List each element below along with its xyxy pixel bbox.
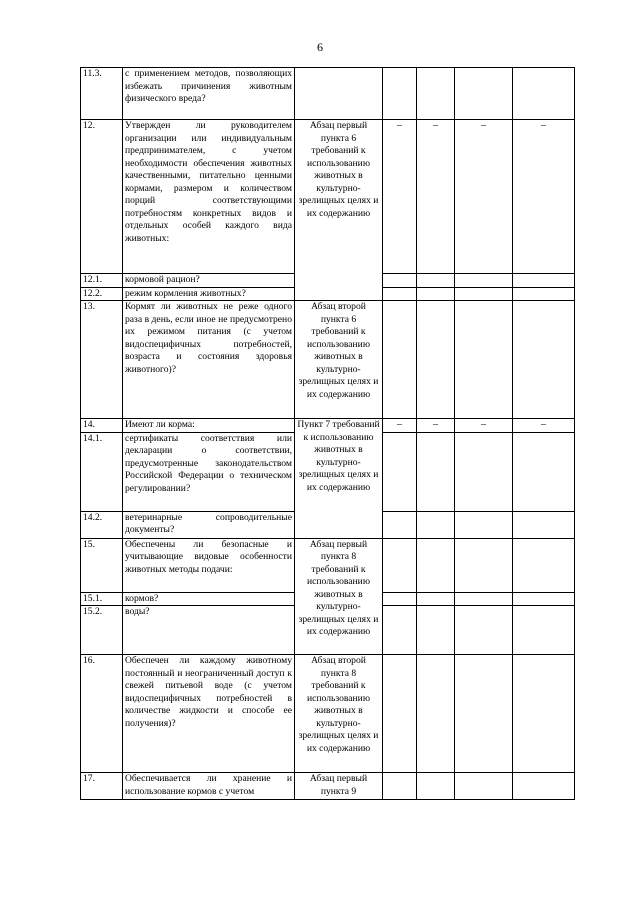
row-number: 15.2. (81, 606, 123, 655)
answer-yes-cell[interactable] (383, 120, 417, 274)
comment-cell[interactable] (513, 432, 575, 511)
dash-mark: – (433, 120, 438, 131)
answer-no-cell[interactable] (417, 68, 455, 120)
answer-yes-cell[interactable] (383, 419, 417, 433)
table-row (81, 120, 575, 274)
answer-yes-cell[interactable] (383, 287, 417, 301)
answer-no-cell[interactable] (417, 592, 455, 606)
dash-mark: – (433, 419, 438, 430)
table-row (81, 538, 575, 592)
page-number: 6 (317, 40, 323, 54)
requirement-reference: Абзац первый пункта 6 требований к использованию животных в культурно-зрелищных целях и их содержанию (295, 120, 383, 301)
row-number: 12.1. (81, 274, 123, 288)
comment-cell[interactable] (513, 68, 575, 120)
answer-no-cell[interactable] (417, 432, 455, 511)
answer-no-cell[interactable] (417, 773, 455, 800)
answer-yes-cell[interactable] (383, 301, 417, 419)
answer-yes-cell[interactable] (383, 432, 417, 511)
question-text: сертификаты соответствия или декларации о соответствии, предусмотренные законодательством Российской Федерации о техническом регулировании? (123, 432, 295, 511)
answer-na-cell[interactable] (455, 432, 513, 511)
question-text: Обеспечены ли безопасные и учитывающие видовые особенности животных методы подачи: (123, 538, 295, 592)
comment-cell[interactable] (513, 655, 575, 773)
comment-cell[interactable] (513, 511, 575, 538)
requirement-reference (295, 68, 383, 120)
dash-mark: – (397, 419, 402, 430)
answer-yes-cell[interactable] (383, 655, 417, 773)
answer-no-cell[interactable] (417, 606, 455, 655)
row-number: 14.1. (81, 432, 123, 511)
checklist-table (80, 67, 575, 800)
dash-mark: – (541, 419, 546, 430)
answer-yes-cell[interactable] (383, 773, 417, 800)
answer-na-cell[interactable] (455, 301, 513, 419)
comment-cell[interactable] (513, 120, 575, 274)
question-text: воды? (123, 606, 295, 655)
question-text: Обеспечивается ли хранение и использование кормов с учетом (123, 773, 295, 800)
comment-cell[interactable] (513, 606, 575, 655)
requirement-reference: Абзац первый пункта 9 (295, 773, 383, 800)
comment-cell[interactable] (513, 592, 575, 606)
row-number: 15.1. (81, 592, 123, 606)
comment-cell[interactable] (513, 274, 575, 288)
comment-cell[interactable] (513, 419, 575, 433)
answer-na-cell[interactable] (455, 511, 513, 538)
table-row (81, 301, 575, 419)
row-number: 12.2. (81, 287, 123, 301)
answer-na-cell[interactable] (455, 773, 513, 800)
answer-na-cell[interactable] (455, 606, 513, 655)
comment-cell[interactable] (513, 773, 575, 800)
answer-yes-cell[interactable] (383, 511, 417, 538)
requirement-reference: Абзац второй пункта 6 требований к использованию животных в культурно-зрелищных целях и их содержанию (295, 301, 383, 419)
dash-mark: – (481, 120, 486, 131)
answer-na-cell[interactable] (455, 419, 513, 433)
requirement-reference: Абзац первый пункта 8 требований к использованию животных в культурно-зрелищных целях и их содержанию (295, 538, 383, 655)
row-number: 17. (81, 773, 123, 800)
answer-no-cell[interactable] (417, 538, 455, 592)
answer-yes-cell[interactable] (383, 592, 417, 606)
answer-no-cell[interactable] (417, 301, 455, 419)
table-row (81, 419, 575, 433)
row-number: 12. (81, 120, 123, 274)
requirement-reference: Пункт 7 требований к использованию животных в культурно-зрелищных целях и их содержанию (295, 419, 383, 539)
comment-cell[interactable] (513, 287, 575, 301)
answer-no-cell[interactable] (417, 274, 455, 288)
comment-cell[interactable] (513, 538, 575, 592)
row-number: 15. (81, 538, 123, 592)
question-text: кормов? (123, 592, 295, 606)
answer-no-cell[interactable] (417, 419, 455, 433)
answer-na-cell[interactable] (455, 287, 513, 301)
answer-yes-cell[interactable] (383, 538, 417, 592)
dash-mark: – (481, 419, 486, 430)
question-text: Утвержден ли руководителем организации или индивидуальным предпринимателем, с учетом необходимости обеспечения животных качественными, питательно ценными кормами, размером и количеством порций соответствующими потребностям конкретных видов и отдельных особей каждого вида животных: (123, 120, 295, 274)
requirement-reference: Абзац второй пункта 8 требований к использованию животных в культурно-зрелищных целях и их содержанию (295, 655, 383, 773)
answer-yes-cell[interactable] (383, 606, 417, 655)
answer-na-cell[interactable] (455, 68, 513, 120)
table-row (81, 655, 575, 773)
answer-no-cell[interactable] (417, 287, 455, 301)
question-text: ветеринарные сопроводительные документы? (123, 511, 295, 538)
row-number: 13. (81, 301, 123, 419)
question-text: Кормят ли животных не реже одного раза в день, если иное не предусмотрено их режимом питания (с учетом видоспецифичных потребностей, возраста и состояния здоровья животного)? (123, 301, 295, 419)
answer-yes-cell[interactable] (383, 274, 417, 288)
question-text: кормовой рацион? (123, 274, 295, 288)
answer-na-cell[interactable] (455, 120, 513, 274)
answer-no-cell[interactable] (417, 120, 455, 274)
row-number: 14.2. (81, 511, 123, 538)
question-text: с применением методов, позволяющих избежать причинения животным физического вреда? (123, 68, 295, 120)
question-text: режим кормления животных? (123, 287, 295, 301)
row-number: 16. (81, 655, 123, 773)
answer-no-cell[interactable] (417, 655, 455, 773)
answer-na-cell[interactable] (455, 592, 513, 606)
answer-na-cell[interactable] (455, 655, 513, 773)
row-number: 14. (81, 419, 123, 433)
answer-no-cell[interactable] (417, 511, 455, 538)
comment-cell[interactable] (513, 301, 575, 419)
question-text: Обеспечен ли каждому животному постоянный и неограниченный доступ к свежей питьевой воде (с учетом видоспецифичных потребностей в количестве жидкости и способе ее получения)? (123, 655, 295, 773)
answer-na-cell[interactable] (455, 538, 513, 592)
answer-na-cell[interactable] (455, 274, 513, 288)
dash-mark: – (397, 120, 402, 131)
dash-mark: – (541, 120, 546, 131)
table-row (81, 68, 575, 120)
row-number: 11.3. (81, 68, 123, 120)
answer-yes-cell[interactable] (383, 68, 417, 120)
question-text: Имеют ли корма: (123, 419, 295, 433)
table-row (81, 773, 575, 800)
